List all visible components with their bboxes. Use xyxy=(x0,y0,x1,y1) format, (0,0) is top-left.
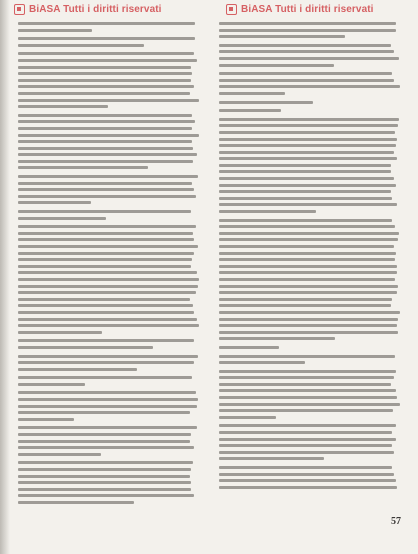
illegible-text-line xyxy=(219,304,391,307)
illegible-text-line xyxy=(18,79,191,82)
illegible-text-line xyxy=(219,298,392,301)
illegible-text-line xyxy=(219,271,397,274)
illegible-text-line xyxy=(219,164,391,167)
illegible-text-line xyxy=(18,147,193,150)
illegible-text-line xyxy=(18,461,193,464)
illegible-text-line xyxy=(18,210,191,213)
page-number: 57 xyxy=(391,516,401,527)
illegible-text-line xyxy=(219,232,399,235)
illegible-text-line xyxy=(18,92,190,95)
illegible-text-line xyxy=(18,318,197,321)
illegible-text-line xyxy=(18,105,108,108)
illegible-text-line xyxy=(18,232,193,235)
illegible-text-line xyxy=(18,225,196,228)
illegible-text-line xyxy=(18,72,192,75)
illegible-text-line xyxy=(18,383,85,386)
illegible-text-line xyxy=(18,291,196,294)
illegible-text-line xyxy=(219,118,399,121)
illegible-text-line xyxy=(219,311,400,314)
illegible-text-line xyxy=(18,99,199,102)
illegible-text-line xyxy=(18,238,194,241)
illegible-text-line xyxy=(18,426,197,429)
illegible-text-line xyxy=(18,188,194,191)
illegible-text-line xyxy=(18,298,190,301)
illegible-text-line xyxy=(219,35,345,38)
right-footnote-column xyxy=(219,22,400,525)
illegible-text-line xyxy=(219,22,396,25)
illegible-text-line xyxy=(219,219,392,222)
illegible-text-line xyxy=(219,383,391,386)
illegible-text-line xyxy=(219,473,394,476)
illegible-text-line xyxy=(219,29,396,32)
illegible-text-line xyxy=(18,453,101,456)
illegible-text-line xyxy=(18,44,144,47)
illegible-text-line xyxy=(219,403,400,406)
illegible-text-line xyxy=(18,481,191,484)
illegible-text-line xyxy=(219,144,396,147)
illegible-text-line xyxy=(18,433,191,436)
illegible-text-line xyxy=(18,278,199,281)
watermark-left xyxy=(14,4,162,15)
illegible-text-line xyxy=(219,258,395,261)
illegible-text-line xyxy=(219,72,392,75)
illegible-text-line xyxy=(219,285,398,288)
illegible-text-line xyxy=(18,245,198,248)
illegible-text-line xyxy=(18,252,194,255)
illegible-text-line xyxy=(18,331,102,334)
illegible-text-line xyxy=(18,166,148,169)
illegible-text-line xyxy=(18,29,92,32)
illegible-text-line xyxy=(18,195,196,198)
illegible-text-line xyxy=(18,405,197,408)
watermark-right xyxy=(226,4,374,15)
illegible-text-line xyxy=(18,475,190,478)
illegible-text-line xyxy=(219,170,391,173)
illegible-text-line xyxy=(219,466,392,469)
illegible-text-line xyxy=(219,389,396,392)
illegible-text-line xyxy=(18,311,194,314)
illegible-text-line xyxy=(18,339,194,342)
illegible-text-line xyxy=(219,79,394,82)
illegible-text-line xyxy=(18,120,195,123)
illegible-text-line xyxy=(18,66,191,69)
biasa-logo-icon xyxy=(14,4,25,15)
illegible-text-line xyxy=(219,396,397,399)
illegible-text-line xyxy=(219,278,395,281)
illegible-text-line xyxy=(219,324,397,327)
illegible-text-line xyxy=(18,411,190,414)
illegible-text-line xyxy=(219,409,393,412)
illegible-text-line xyxy=(219,177,394,180)
illegible-text-line xyxy=(18,217,106,220)
illegible-text-line xyxy=(18,258,192,261)
illegible-text-line xyxy=(18,346,153,349)
illegible-text-line xyxy=(18,391,196,394)
illegible-text-line xyxy=(219,197,392,200)
illegible-text-line xyxy=(18,494,194,497)
illegible-text-line xyxy=(219,376,394,379)
illegible-text-line xyxy=(219,238,398,241)
illegible-text-line xyxy=(219,85,400,88)
illegible-text-line xyxy=(18,114,192,117)
illegible-text-line xyxy=(18,182,192,185)
illegible-text-line xyxy=(18,361,194,364)
illegible-text-line xyxy=(18,201,91,204)
illegible-text-line xyxy=(219,265,397,268)
illegible-text-line xyxy=(219,210,316,213)
illegible-text-line xyxy=(219,370,396,373)
illegible-text-line xyxy=(219,438,396,441)
illegible-text-line xyxy=(18,85,194,88)
illegible-text-line xyxy=(219,479,396,482)
illegible-text-line xyxy=(18,134,199,137)
illegible-text-line xyxy=(18,440,190,443)
illegible-text-line xyxy=(219,124,398,127)
watermark-right-text: BiASA Tutti i diritti riservati xyxy=(241,4,374,15)
illegible-text-line xyxy=(18,324,199,327)
illegible-text-line xyxy=(219,151,394,154)
illegible-text-line xyxy=(219,225,395,228)
illegible-text-line xyxy=(219,101,313,104)
illegible-text-line xyxy=(219,92,285,95)
illegible-text-line xyxy=(219,416,276,419)
illegible-text-line xyxy=(219,109,281,112)
illegible-text-line xyxy=(18,398,198,401)
biasa-logo-icon xyxy=(226,4,237,15)
illegible-text-line xyxy=(18,376,192,379)
illegible-text-line xyxy=(219,57,399,60)
illegible-text-line xyxy=(18,265,191,268)
illegible-text-line xyxy=(18,160,193,163)
illegible-text-line xyxy=(219,131,395,134)
illegible-text-line xyxy=(18,304,193,307)
illegible-text-line xyxy=(219,337,335,340)
illegible-text-line xyxy=(18,22,195,25)
illegible-text-line xyxy=(18,488,191,491)
illegible-text-line xyxy=(219,355,395,358)
illegible-text-line xyxy=(18,355,198,358)
illegible-text-line xyxy=(18,37,195,40)
illegible-text-line xyxy=(219,361,305,364)
illegible-text-line xyxy=(18,368,137,371)
illegible-text-line xyxy=(18,501,134,504)
illegible-text-line xyxy=(219,457,324,460)
illegible-text-line xyxy=(219,331,398,334)
illegible-text-line xyxy=(219,444,392,447)
illegible-text-line xyxy=(219,252,396,255)
illegible-text-line xyxy=(219,245,394,248)
illegible-text-line xyxy=(219,64,334,67)
left-footnote-column xyxy=(18,22,199,525)
illegible-text-line xyxy=(219,44,391,47)
illegible-text-line xyxy=(219,318,398,321)
illegible-text-line xyxy=(18,285,198,288)
illegible-text-line xyxy=(18,140,192,143)
illegible-text-line xyxy=(219,138,397,141)
illegible-text-line xyxy=(219,184,396,187)
illegible-text-line xyxy=(18,175,198,178)
illegible-text-line xyxy=(18,446,194,449)
watermark-left-text: BiASA Tutti i diritti riservati xyxy=(29,4,162,15)
illegible-text-line xyxy=(18,271,197,274)
illegible-text-line xyxy=(219,157,397,160)
illegible-text-line xyxy=(219,451,394,454)
paragraph-break xyxy=(18,508,199,510)
illegible-text-line xyxy=(18,418,74,421)
illegible-text-line xyxy=(219,346,279,349)
gutter-shadow xyxy=(0,0,10,554)
illegible-text-line xyxy=(219,291,397,294)
illegible-text-line xyxy=(219,190,391,193)
illegible-text-line xyxy=(219,424,396,427)
illegible-text-line xyxy=(18,153,197,156)
illegible-text-line xyxy=(219,50,394,53)
illegible-text-line xyxy=(18,127,192,130)
illegible-text-line xyxy=(18,59,197,62)
illegible-text-line xyxy=(219,203,397,206)
illegible-text-line xyxy=(18,52,194,55)
illegible-text-line xyxy=(219,486,397,489)
illegible-text-line xyxy=(18,468,191,471)
illegible-text-line xyxy=(219,431,392,434)
